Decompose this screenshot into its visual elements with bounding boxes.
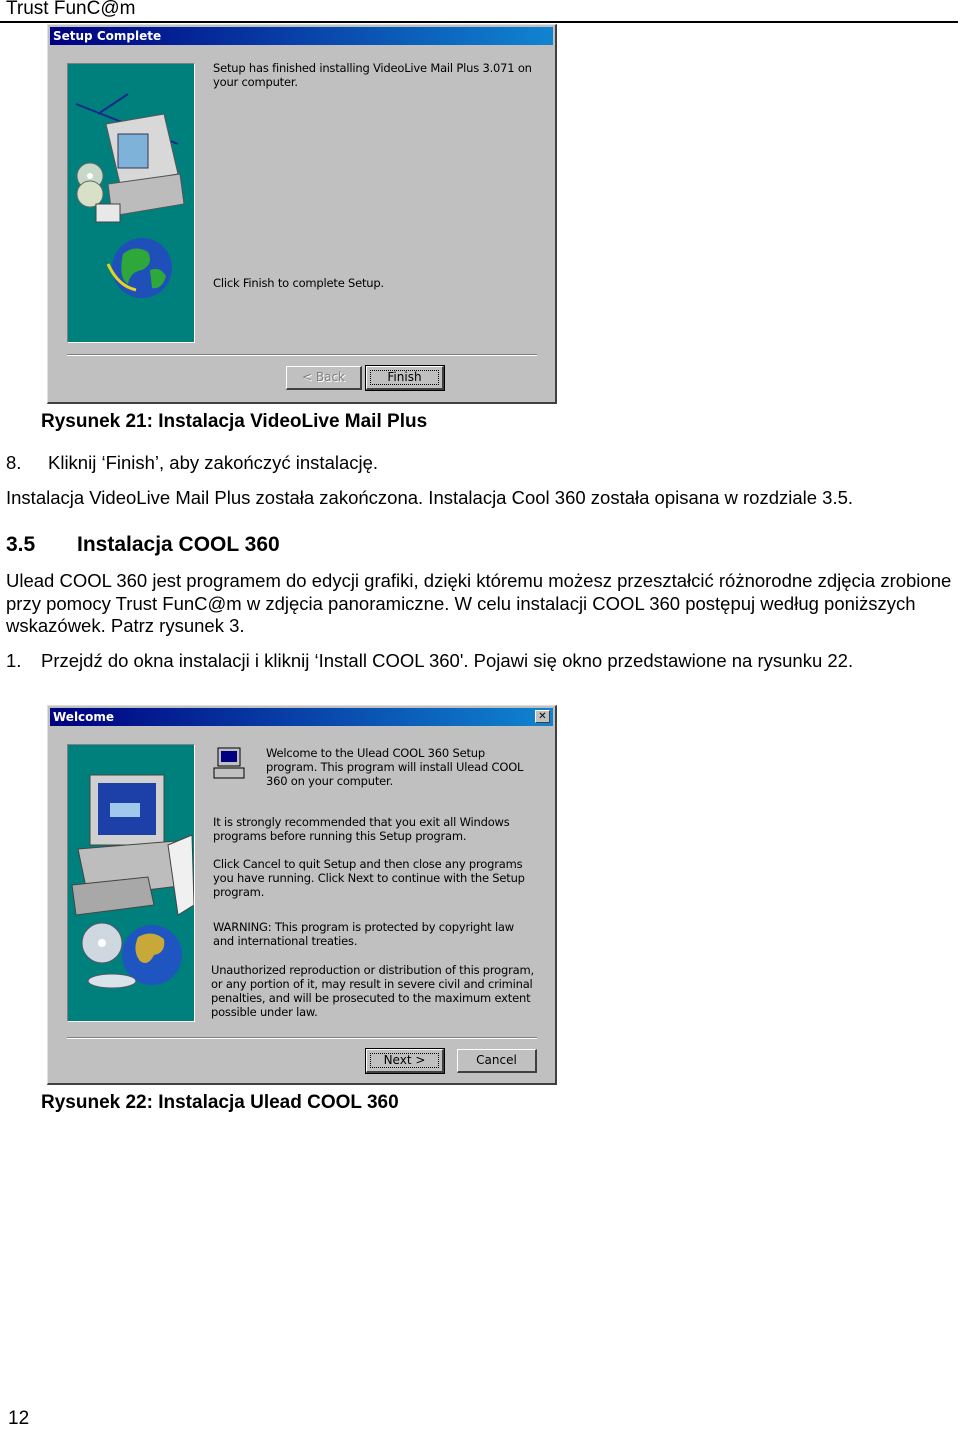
cancel-info-text: Click Cancel to quit Setup and then close any programs you have running. Click Next to continue with the Setup program. <box>213 857 525 899</box>
computer-globe-illustration <box>68 64 194 342</box>
next-button[interactable] <box>366 1049 444 1073</box>
setup-computer-icon <box>212 746 248 782</box>
cd-disc-icon <box>77 181 103 207</box>
keyboard-icon <box>72 877 154 915</box>
dialog-title-bar[interactable] <box>50 27 553 45</box>
welcome-text: Welcome to the Ulead COOL 360 Setup program. This program will install Ulead COOL 360 on your computer. <box>266 746 524 788</box>
cancel-button-label: Cancel <box>476 1053 517 1067</box>
setup-screen-icon <box>221 751 237 762</box>
figure22-caption: Rysunek 22: Instalacja Ulead COOL 360 <box>41 1092 399 1113</box>
welcome-side-panel <box>67 744 195 1022</box>
section-title: Instalacja COOL 360 <box>77 533 280 556</box>
setup-box-icon <box>214 768 244 778</box>
step1-number: 1. <box>6 650 22 671</box>
dialog-title-bar[interactable] <box>50 708 553 726</box>
network-line <box>98 94 128 114</box>
finish-button[interactable] <box>366 366 444 390</box>
page-header-title: Trust FunC@m <box>6 0 136 19</box>
back-button[interactable] <box>286 366 362 390</box>
dialog-title: Setup Complete <box>53 29 162 43</box>
monitor-screen-icon <box>118 134 148 168</box>
floppy-icon <box>96 204 120 222</box>
recommend-text: It is strongly recommended that you exit all Windows programs before running this Setup program. <box>213 815 510 843</box>
computer-globe-illustration <box>68 745 194 1021</box>
finish-button-label: Finish <box>387 370 422 384</box>
cancel-button[interactable] <box>457 1049 537 1073</box>
dialog-title: Welcome <box>53 710 115 724</box>
setup-complete-dialog <box>47 24 557 404</box>
close-icon: ✕ <box>538 711 547 722</box>
figure21-caption: Rysunek 21: Instalacja VideoLive Mail Plus <box>41 411 428 432</box>
paragraph-installation-done: Instalacja VideoLive Mail Plus została zakończona. Instalacja Cool 360 została opisana w rozdziale 3.5. <box>6 487 854 508</box>
step1-text: Przejdź do okna instalacji i kliknij ‘Install COOL 360'. Pojawi się okno przedstawione na rysunku 22. <box>41 650 854 671</box>
cd-disc-icon <box>88 974 136 988</box>
setup-side-panel <box>67 63 195 343</box>
welcome-dialog <box>47 705 557 1085</box>
unauthorized-text: Unauthorized reproduction or distribution of this program, or any portion of it, may result in severe civil and criminal penalties, and will be prosecuted to the maximum extent possible under law. <box>211 963 534 1019</box>
section-number: 3.5 <box>6 533 36 556</box>
setup-complete-message: Setup has finished installing VideoLive Mail Plus 3.071 on your computer. <box>213 61 532 89</box>
step8-text: Kliknij ‘Finish’, aby zakończyć instalację. <box>48 452 379 473</box>
tower-icon <box>168 835 194 915</box>
close-button[interactable] <box>535 710 550 723</box>
screen-window-icon <box>110 803 140 817</box>
back-button-label: < Back <box>301 370 345 384</box>
cd-hole-icon <box>98 939 106 947</box>
cd-hole-icon <box>87 173 93 179</box>
step8-number: 8. <box>6 452 22 473</box>
next-button-label: Next > <box>383 1053 426 1067</box>
finish-hint: Click Finish to complete Setup. <box>213 276 384 290</box>
page-number: 12 <box>8 1408 30 1429</box>
section-intro: Ulead COOL 360 jest programem do edycji grafiki, dzięki któremu możesz przeształcić różnorodne zdjęcia zrobione przy pomocy Trust FunC@m w zdjęcia panoramiczne. W celu instalacji COOL 360 postępuj według poniższych wskazówek. Patrz rysunek 3. <box>6 570 952 636</box>
button-separator <box>67 1037 537 1039</box>
header-rule <box>0 21 958 23</box>
button-separator <box>67 354 537 356</box>
warning-text: WARNING: This program is protected by copyright law and international treaties. <box>213 920 514 948</box>
